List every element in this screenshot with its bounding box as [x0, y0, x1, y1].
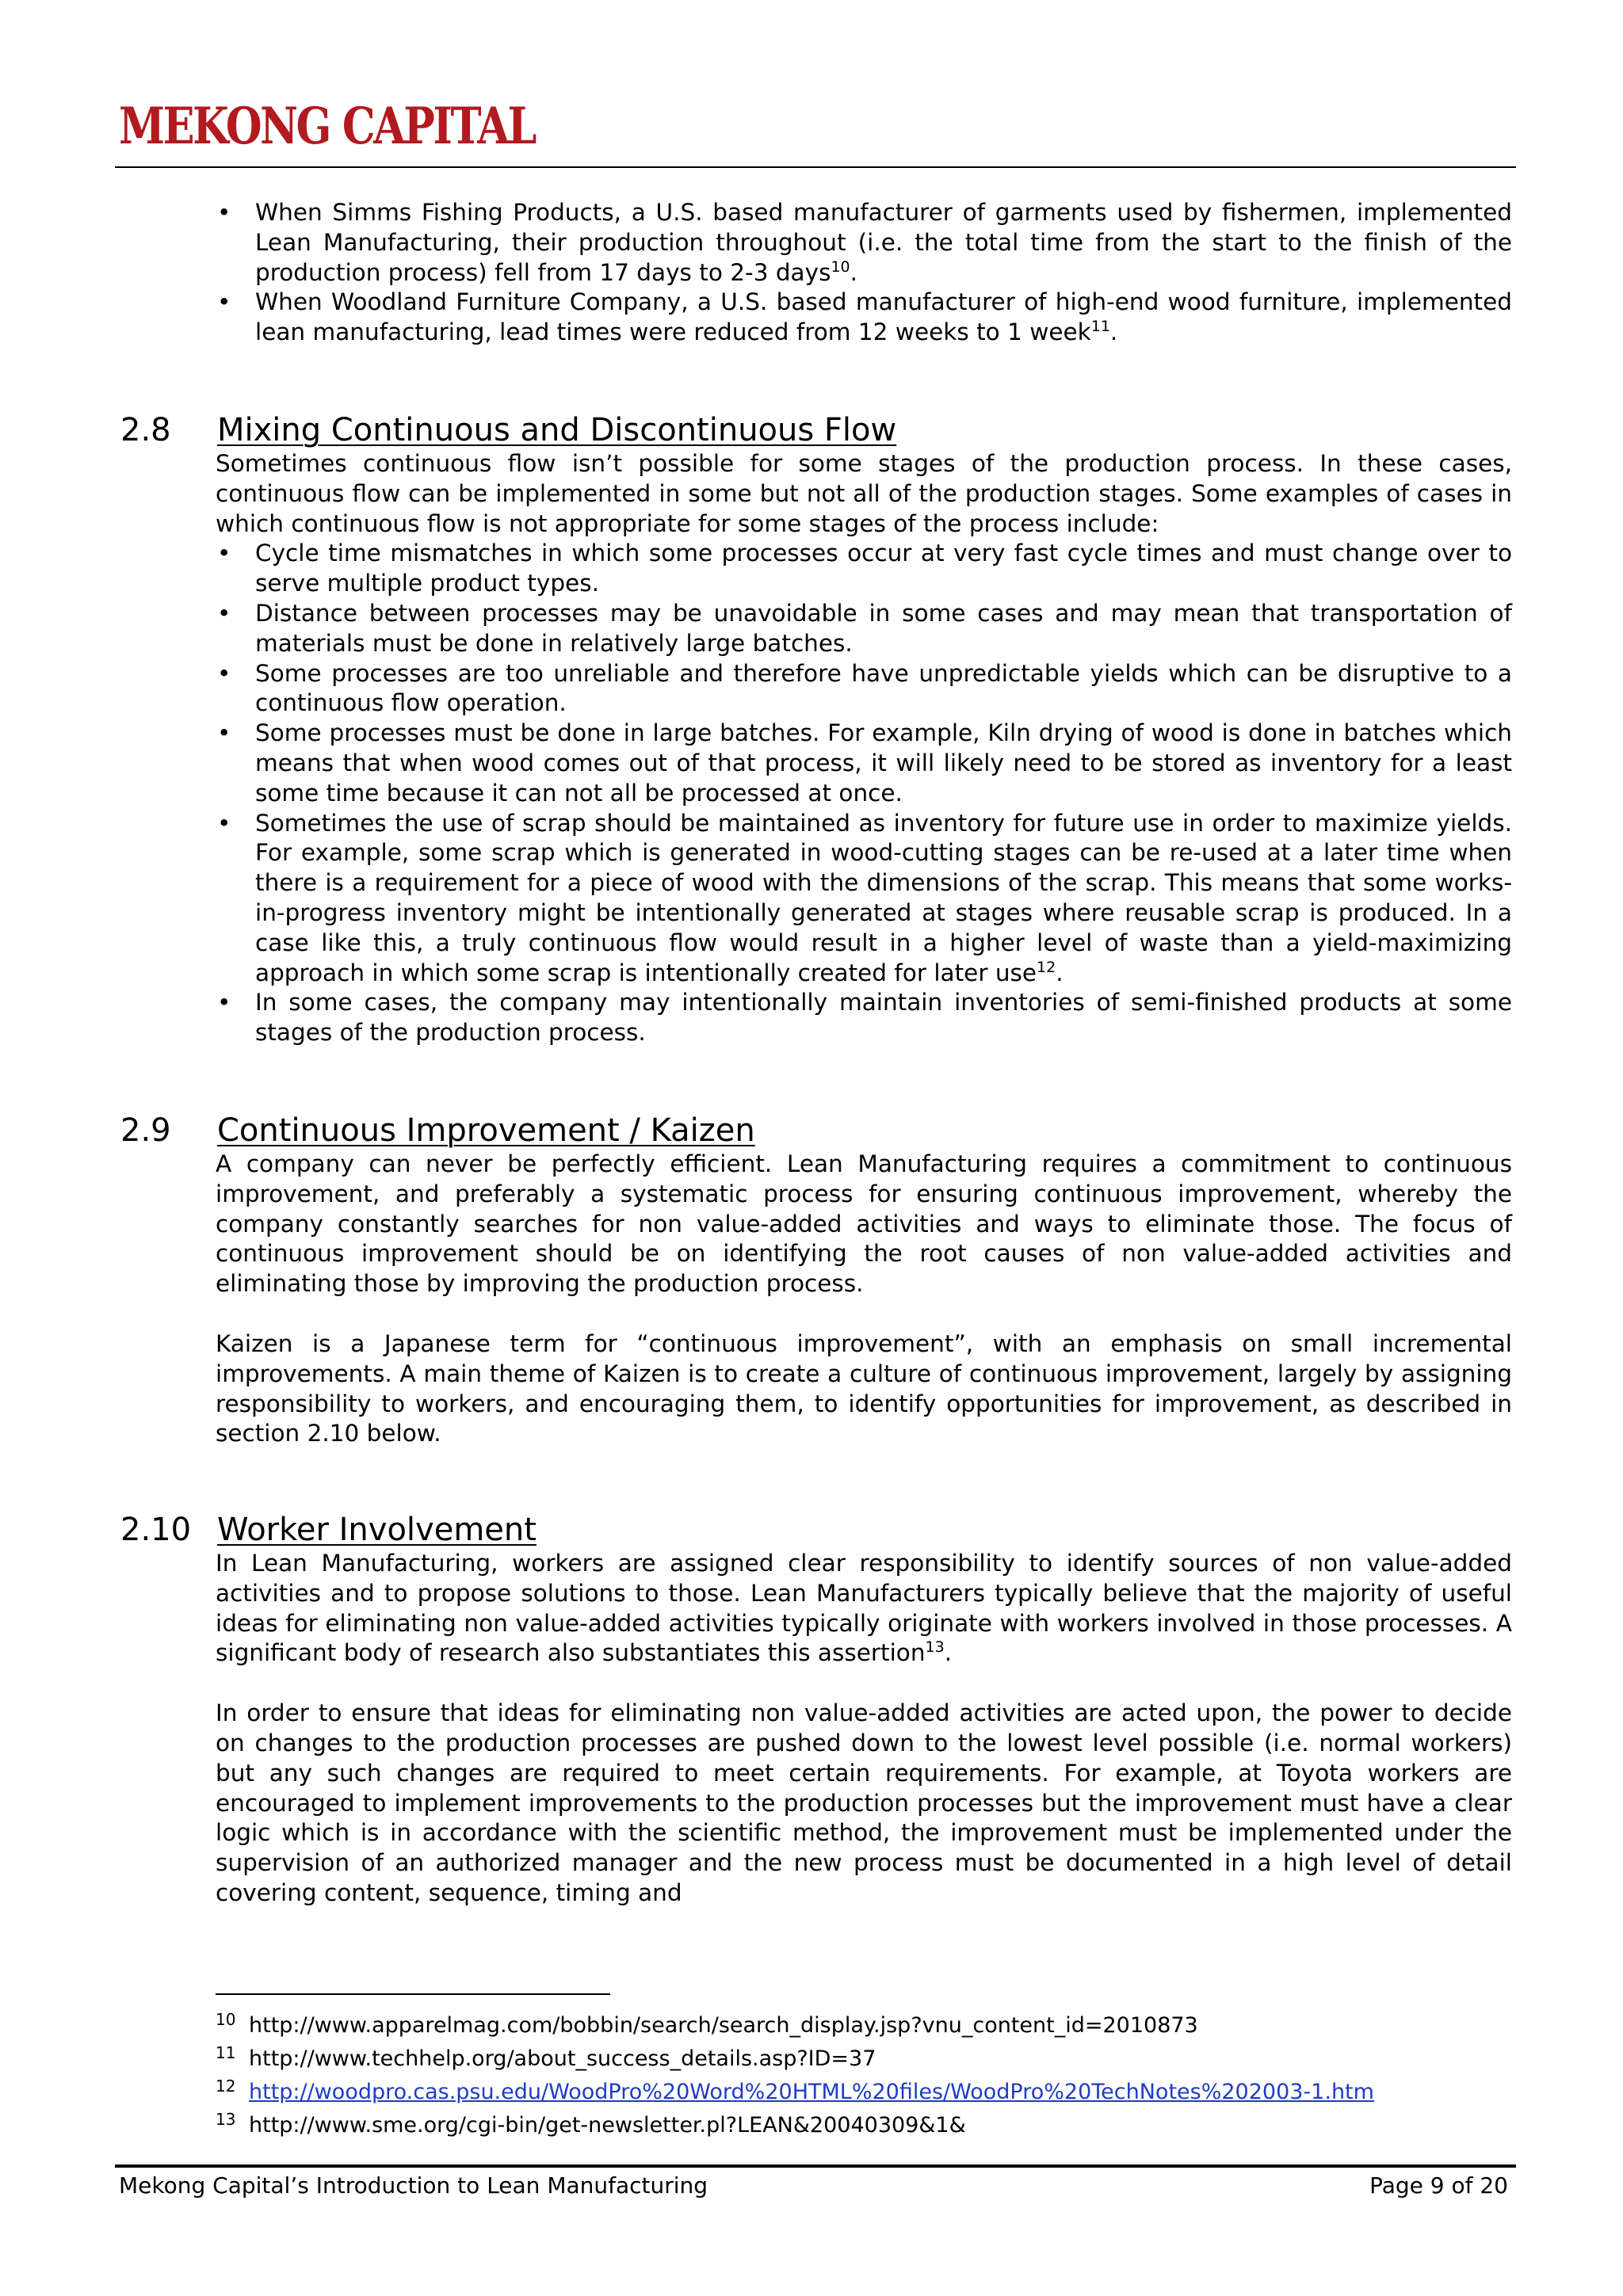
footnote: [216, 2042, 1515, 2076]
section-heading: [0, 1112, 1623, 1150]
footer-divider: [115, 2164, 1516, 2168]
list-item: • When Woodland Furniture Company, a U.S. based manufacturer of high-end wood furniture, implemented lean manufacturing, lead times were reduced from 12 weeks to 1 week$^{11}$.: [216, 288, 1512, 348]
list-item: • Sometimes the use of scrap should be maintained as inventory for future use in order to maximize yields. For example, some scrap which is generated in wood-cutting stages can be re-used at a later time when there is a requirement for a piece of wood with the dimensions of the scrap. This means that some works-in-progress inventory might be intentionally generated at stages where reusable scrap is produced. In a case like this, a truly continuous flow would result in a higher level of waste than a yield-maximizing approach in which some scrap is intentionally created for later use$^{12}$.: [216, 809, 1512, 989]
section-2-8: [0, 411, 1623, 1048]
section-heading: [0, 1511, 1623, 1549]
section-number: 2.10: [120, 1512, 192, 1549]
footnotes: [216, 2009, 1515, 2142]
footnote-url: http://www.sme.org/cgi-bin/get-newsletter.pl?LEAN&20040309&1&: [249, 2113, 966, 2138]
list-item: • Cycle time mismatches in which some processes occur at very fast cycle times and must change over to serve multiple product types.: [216, 539, 1512, 599]
footnote: [216, 2009, 1515, 2042]
body-paragraph: In Lean Manufacturing, workers are assigned clear responsibility to identify sources of non value-added activities and to propose solutions to those. Lean Manufacturers typically believe that the majority of useful ideas for eliminating non value-added activities typically originate with workers involved in those processes. A significant body of research also substantiates this assertion$^{13}$.: [216, 1550, 1512, 1667]
list-item: • When Simms Fishing Products, a U.S. based manufacturer of garments used by fishermen, implemented Lean Manufacturing, their production throughout (i.e. the total time from the start to the finish of the production process) fell from 17 days to 2-3 days$^{10}$.: [216, 198, 1512, 288]
examples-bullet-list: [216, 539, 1512, 1048]
intro-bullet-list: [216, 198, 1512, 348]
section-2-10: [0, 1511, 1623, 1909]
footnote-url: http://www.apparelmag.com/bobbin/search/search_display.jsp?vnu_content_id=2010873: [249, 2013, 1198, 2038]
section-title: Mixing Continuous and Discontinuous Flow: [217, 411, 897, 448]
footnote-number: 12: [216, 2077, 236, 2096]
page-number: Page 9 of 20: [1369, 2172, 1508, 2199]
section-number: 2.9: [120, 1112, 171, 1149]
section-2-9: [0, 1112, 1623, 1449]
body-paragraph: Kaizen is a Japanese term for “continuous improvement”, with an emphasis on small incremental improvements. A main theme of Kaizen is to create a culture of continuous improvement, largely by assigning responsibility to workers, and encouraging them, to identify opportunities for improvement, as described in section 2.10 below.: [216, 1329, 1512, 1447]
company-logo: MEKONG CAPITAL: [119, 97, 535, 156]
page-content: [0, 198, 1623, 1909]
list-item: • In some cases, the company may intentionally maintain inventories of semi-finished products at some stages of the production process.: [216, 988, 1512, 1048]
footnote-divider: [216, 1993, 610, 1995]
footnote-url: http://www.techhelp.org/about_success_details.asp?ID=37: [249, 2046, 876, 2071]
section-title: Worker Involvement: [217, 1512, 537, 1549]
footnote-number: 11: [216, 2043, 236, 2062]
list-item: • Some processes are too unreliable and therefore have unpredictable yields which can be disruptive to a continuous flow operation.: [216, 659, 1512, 719]
footnote: [216, 2109, 1515, 2142]
section-heading: [0, 411, 1623, 449]
footnote-number: 10: [216, 2010, 236, 2029]
footnote-ref[interactable]: 10: [831, 257, 850, 276]
section-number: 2.8: [120, 411, 171, 448]
body-paragraph: In order to ensure that ideas for eliminating non value-added activities are acted upon, the power to decide on changes to the production processes are pushed down to the lowest level possible (i.e. normal workers) but any such changes are required to meet certain requirements. For example, at Toyota workers are encouraged to implement improvements to the production processes but the improvement must have a clear logic which is in accordance with the scientific method, the improvement must be implemented under the supervision of an authorized manager and the new process must be documented in a high level of detail covering content, sequence, timing and: [216, 1699, 1512, 1907]
footer-document-title: Mekong Capital’s Introduction to Lean Manufacturing: [119, 2172, 708, 2199]
footnote-ref[interactable]: 11: [1090, 318, 1110, 336]
footnote: [216, 2076, 1515, 2109]
section-title: Continuous Improvement / Kaizen: [217, 1112, 755, 1149]
section-intro-paragraph: Sometimes continuous flow isn’t possible for some stages of the production process. In these cases, continuous flow can be implemented in some but not all of the production stages. Some examples of cases in which continuous flow is not appropriate for some stages of the process include:: [216, 449, 1512, 537]
footnote-ref[interactable]: 13: [925, 1638, 945, 1657]
header-divider: [115, 166, 1516, 168]
footnote-ref[interactable]: 12: [1037, 958, 1056, 976]
list-item: • Distance between processes may be unavoidable in some cases and may mean that transportation of materials must be done in relatively large batches.: [216, 599, 1512, 659]
footnote-link[interactable]: http://woodpro.cas.psu.edu/WoodPro%20Word%20HTML%20files/WoodPro%20TechNotes%202003-1.htm: [249, 2080, 1374, 2104]
footnote-number: 13: [216, 2110, 236, 2129]
body-paragraph: A company can never be perfectly efficient. Lean Manufacturing requires a commitment to continuous improvement, and preferably a systematic process for ensuring continuous improvement, whereby the company constantly searches for non value-added activities and ways to eliminate those. The focus of continuous improvement should be on identifying the root causes of non value-added activities and eliminating those by improving the production process.: [216, 1150, 1512, 1298]
list-item: • Some processes must be done in large batches. For example, Kiln drying of wood is done in batches which means that when wood comes out of that process, it will likely need to be stored as inventory for a least some time because it can not all be processed at once.: [216, 719, 1512, 808]
